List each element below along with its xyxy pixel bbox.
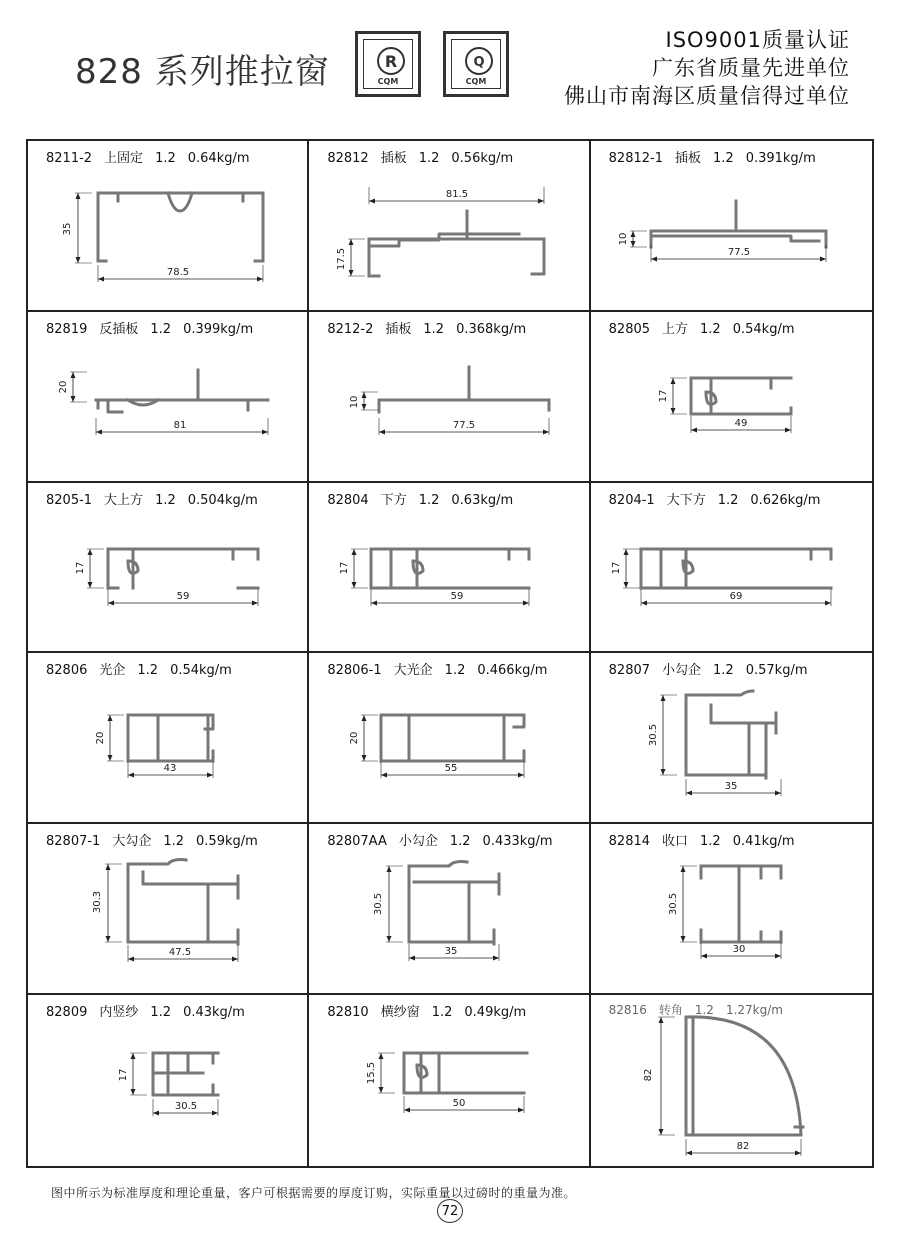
profile-code: 82819 [46, 321, 88, 337]
cert-label-1: CQM [377, 77, 399, 86]
profile-thickness: 1.2 [713, 663, 734, 679]
profile-thickness: 1.2 [694, 1003, 714, 1018]
profile-code: 82806 [46, 663, 88, 679]
profile-code: 82804 [327, 492, 369, 508]
profile-name: 上方 [662, 321, 689, 337]
profile-weight: 0.368kg/m [456, 321, 527, 337]
profile-weight: 0.466kg/m [477, 663, 548, 679]
profile-cell [309, 995, 590, 1166]
profile-drawing [591, 141, 872, 311]
profile-thickness: 1.2 [418, 492, 440, 508]
profile-drawing [309, 312, 590, 482]
profile-name: 下方 [380, 492, 407, 508]
profile-name: 内竖纱 [99, 1005, 139, 1021]
cert-line-province: 广东省质量先进单位 [652, 56, 850, 80]
profile-drawing [309, 653, 590, 823]
profile-name: 大光企 [393, 663, 433, 679]
dimension-height: 35 [62, 222, 73, 236]
dimension-height: 10 [349, 395, 361, 409]
profile-weight: 0.56kg/m [451, 151, 514, 166]
page-number: 72 [437, 1199, 463, 1223]
certification-list [564, 26, 850, 110]
profile-code: 8205-1 [46, 492, 93, 508]
profile-name: 大上方 [104, 492, 144, 508]
profile-name: 大下方 [666, 492, 706, 508]
profile-code: 82807-1 [46, 834, 101, 850]
profile-cell [28, 483, 309, 654]
profile-cell [28, 995, 309, 1166]
profile-code: 82812-1 [608, 151, 663, 166]
dimension-width: 69 [729, 590, 743, 602]
profile-code: 8211-2 [46, 151, 93, 166]
profile-weight: 0.504kg/m [187, 492, 258, 508]
profile-weight: 1.27kg/m [725, 1003, 783, 1018]
dimension-height: 30.5 [667, 893, 679, 916]
profile-thickness: 1.2 [423, 321, 445, 337]
profile-name: 插板 [674, 151, 701, 166]
profile-thickness: 1.2 [431, 1005, 453, 1021]
profile-thickness: 1.2 [449, 834, 471, 850]
dimension-width: 50 [452, 1098, 466, 1110]
dimension-height: 17.5 [336, 247, 348, 271]
profile-weight: 0.59kg/m [196, 834, 258, 850]
q-mark-icon [446, 34, 512, 100]
profile-cell [28, 312, 309, 483]
footer-note: 图中所示为标准厚度和理论重量，客户可根据需要的厚度订购，实际重量以过磅时的重量为准。 [51, 1186, 577, 1200]
profile-weight: 0.43kg/m [183, 1005, 245, 1021]
profile-weight: 0.433kg/m [482, 834, 553, 850]
dimension-width: 59 [176, 590, 190, 602]
profile-cell [591, 653, 872, 824]
profile-weight: 0.54kg/m [732, 321, 795, 337]
dimension-width: 77.5 [453, 419, 476, 431]
profile-name: 插板 [380, 151, 407, 166]
profile-weight: 0.391kg/m [745, 151, 816, 166]
dimension-width: 49 [734, 417, 748, 429]
profile-name: 大勾企 [112, 834, 152, 850]
profile-weight: 0.49kg/m [464, 1005, 527, 1021]
dimension-width: 47.5 [168, 947, 192, 959]
profile-thickness: 1.2 [163, 834, 185, 850]
dimension-height: 15.5 [366, 1062, 378, 1085]
profile-code: 82809 [46, 1005, 88, 1021]
profile-code: 82807 [608, 663, 651, 679]
profile-drawing [28, 483, 309, 653]
cert-line-iso: ISO9001质量认证 [665, 28, 850, 52]
profile-drawing [591, 653, 872, 823]
cqm-quality-logo [443, 31, 509, 97]
profile-thickness: 1.2 [418, 151, 440, 166]
profile-weight: 0.54kg/m [170, 663, 232, 679]
dimension-width: 82 [736, 1141, 750, 1153]
dimension-width: 43 [163, 763, 177, 775]
profile-code: 82814 [608, 834, 651, 850]
profile-cell [28, 653, 309, 824]
cert-label-2: CQM [465, 77, 487, 86]
profile-drawing [591, 995, 872, 1165]
profile-drawing [309, 483, 590, 653]
r-mark-icon [358, 34, 424, 100]
profile-weight: 0.399kg/m [183, 321, 254, 337]
profile-thickness: 1.2 [155, 151, 176, 166]
profile-cell [309, 824, 590, 995]
dimension-width: 81.5 [446, 189, 469, 200]
profile-name: 反插板 [99, 321, 139, 337]
dimension-height: 10 [617, 232, 629, 246]
dimension-height: 20 [95, 732, 106, 745]
profile-weight: 0.64kg/m [187, 151, 250, 166]
profile-weight: 0.626kg/m [750, 492, 821, 508]
profile-name: 上固定 [104, 151, 144, 166]
profile-drawing [28, 653, 309, 823]
dimension-height: 30.5 [647, 724, 659, 747]
profile-thickness: 1.2 [155, 492, 176, 508]
page-title: 828 系列推拉窗 [75, 52, 330, 92]
dimension-height: 20 [58, 380, 69, 394]
profile-drawing [28, 824, 309, 994]
profile-grid [26, 139, 874, 1168]
profile-code: 82810 [327, 1005, 369, 1021]
profile-drawing [591, 483, 872, 653]
profile-weight: 0.57kg/m [745, 663, 808, 679]
profile-cell [309, 653, 590, 824]
dimension-height: 30.5 [373, 893, 385, 916]
profile-cell [591, 995, 872, 1166]
profile-drawing [28, 995, 309, 1165]
profile-drawing [309, 824, 590, 994]
profile-thickness: 1.2 [137, 663, 159, 679]
profile-cell [309, 312, 590, 483]
profile-cell [591, 312, 872, 483]
dimension-width: 77.5 [727, 247, 750, 258]
dimension-height: 82 [642, 1068, 654, 1082]
profile-name: 小勾企 [398, 834, 438, 850]
profile-code: 82807AA [327, 834, 387, 850]
dimension-width: 78.5 [166, 267, 190, 278]
dimension-height: 30.3 [92, 891, 103, 914]
profile-name: 光企 [99, 663, 126, 679]
profile-thickness: 1.2 [717, 492, 739, 508]
cert-line-district: 佛山市南海区质量信得过单位 [564, 84, 850, 108]
profile-thickness: 1.2 [150, 1005, 172, 1021]
profile-code: 82812 [327, 151, 369, 166]
dimension-height: 17 [339, 561, 351, 575]
profile-code: 8212-2 [327, 321, 374, 337]
profile-cell [309, 141, 590, 312]
dimension-width: 30 [732, 944, 746, 956]
profile-thickness: 1.2 [700, 834, 721, 850]
dimension-width: 35 [724, 781, 738, 793]
profile-name: 转角 [658, 1003, 683, 1018]
profile-drawing [591, 824, 872, 994]
dimension-height: 17 [657, 389, 669, 403]
dimension-height: 17 [610, 561, 622, 575]
dimension-height: 17 [75, 561, 86, 575]
profile-cell [309, 483, 590, 654]
dimension-width: 81 [173, 419, 187, 431]
profile-code: 82806-1 [327, 663, 382, 679]
dimension-width: 35 [444, 946, 458, 958]
profile-name: 收口 [662, 834, 689, 850]
profile-cell [28, 824, 309, 995]
svg-text:Q: Q [473, 55, 485, 70]
profile-name: 插板 [385, 321, 412, 337]
profile-thickness: 1.2 [444, 663, 466, 679]
profile-drawing [28, 141, 309, 311]
profile-code: 82816 [608, 1003, 647, 1018]
profile-thickness: 1.2 [713, 151, 734, 166]
cqm-certification-logo [355, 31, 421, 97]
profile-weight: 0.63kg/m [451, 492, 514, 508]
profile-drawing [309, 995, 590, 1165]
profile-thickness: 1.2 [700, 321, 721, 337]
profile-drawing [591, 312, 872, 482]
profile-weight: 0.41kg/m [732, 834, 795, 850]
dimension-height: 20 [349, 732, 361, 745]
profile-cell [591, 824, 872, 995]
dimension-width: 59 [450, 590, 464, 602]
profile-thickness: 1.2 [150, 321, 172, 337]
dimension-height: 17 [118, 1068, 129, 1082]
profile-drawing [309, 141, 590, 311]
profile-code: 8204-1 [608, 492, 655, 508]
profile-cell [591, 141, 872, 312]
profile-name: 小勾企 [662, 663, 702, 679]
dimension-width: 30.5 [174, 1101, 198, 1113]
profile-code: 82805 [608, 321, 651, 337]
svg-text:R: R [384, 52, 398, 71]
profile-cell [28, 141, 309, 312]
dimension-width: 55 [444, 763, 458, 775]
profile-name: 横纱窗 [380, 1005, 420, 1021]
profile-drawing [28, 312, 309, 482]
profile-cell [591, 483, 872, 654]
